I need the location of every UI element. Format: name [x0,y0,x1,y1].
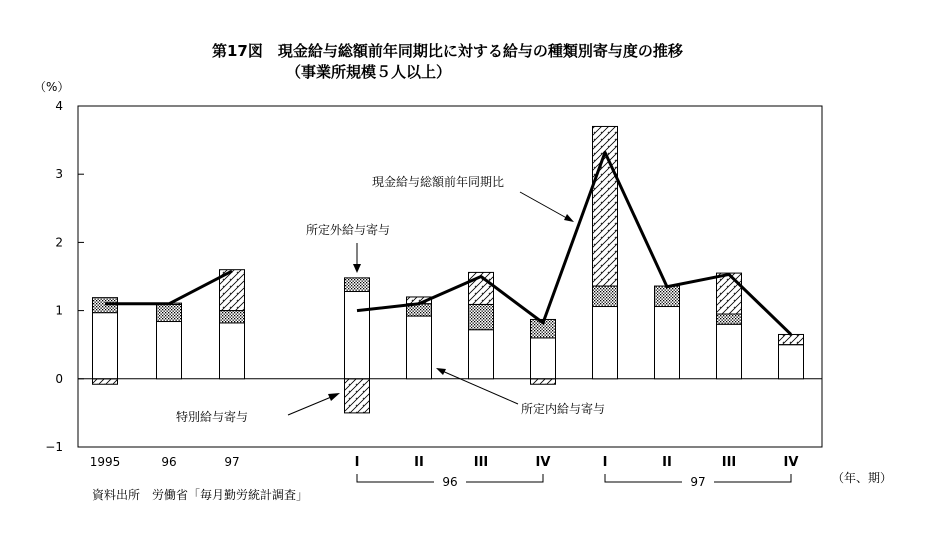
x-tick-label: IV [535,455,551,470]
x-tick-label: III [473,455,489,470]
y-tick-label: 4 [55,99,63,113]
base-pay-bar [157,322,182,379]
base-pay-bar [469,330,494,379]
x-axis-unit: （年、期） [832,471,893,485]
x-tick-label: I [602,455,608,470]
y-axis-unit: （%） [34,80,70,94]
y-tick-label: 0 [55,371,63,386]
line-series-pointer [520,192,572,221]
base-pay-bar [407,316,432,379]
overtime-pay-bar [469,304,494,329]
source-note: 資料出所 労働省「毎月勤労統計調査」 [92,488,309,502]
y-tick-label: 1 [55,303,63,318]
overtime-label: 所定外給与寄与 [306,223,391,237]
overtime-pay-bar [593,286,618,306]
base-pay-bar [220,323,245,379]
overtime-arrowhead [353,264,361,273]
bonus-pay-bar [593,126,618,286]
bonus-label: 特別給与寄与 [176,410,249,424]
base-pay-bar [593,307,618,379]
bonus-pay-bar [345,379,370,413]
base-arrowhead [436,368,446,375]
year-group-label: 97 [690,475,706,489]
base-label: 所定内給与寄与 [521,402,606,416]
year-group-label: 96 [442,475,458,489]
x-tick-label: III [721,455,737,470]
overtime-pay-bar [345,278,370,292]
base-pay-bar [531,338,556,379]
bonus-pointer [288,395,336,415]
y-tick-label: −1 [45,440,63,454]
y-tick-label: 3 [55,167,63,182]
x-tick-label: 96 [161,455,177,469]
y-tick-label: 2 [55,235,63,250]
base-pay-bar [93,313,118,379]
base-pay-bar [655,307,680,379]
x-tick-label: 97 [224,455,240,469]
plot-frame [78,106,822,447]
line-series-arrowhead [564,214,574,222]
x-tick-label: II [662,455,672,470]
bonus-pay-bar [93,379,118,384]
line-series-label: 現金給与総額前年同期比 [372,175,505,189]
bonus-pay-bar [717,273,742,314]
overtime-pay-bar [157,304,182,321]
overtime-pay-bar [655,286,680,306]
chart-subtitle: （事業所規模５人以上） [286,63,452,81]
x-tick-label: I [354,455,360,470]
base-pay-bar [717,324,742,379]
bonus-pay-bar [531,379,556,384]
bonus-arrowhead [328,393,340,401]
chart-title: 第17図 現金給与総額前年同期比に対する給与の種類別寄与度の推移 [212,42,683,60]
x-tick-label: IV [783,455,799,470]
overtime-pay-bar [220,311,245,323]
overtime-pay-bar [717,314,742,324]
x-tick-label: II [414,455,424,470]
base-pay-bar [345,292,370,379]
bonus-pay-bar [779,334,804,344]
total-wage-line [105,271,232,304]
base-pay-bar [779,345,804,379]
x-tick-label: 1995 [89,455,121,469]
